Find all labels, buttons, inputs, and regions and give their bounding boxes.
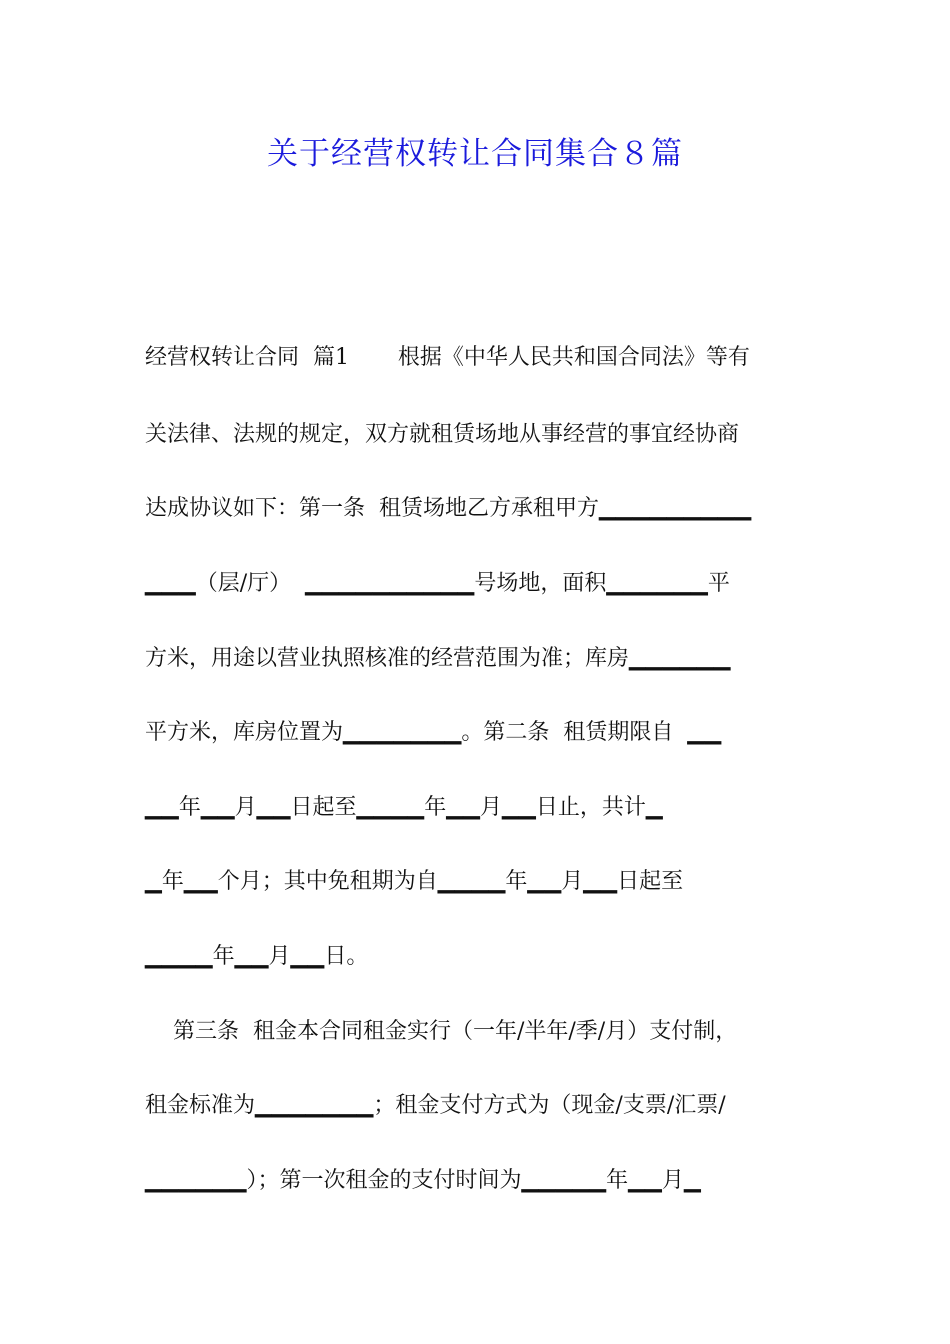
body-line-11: 租金标准为▁▁▁▁▁▁▁；租金支付方式为（现金/支票/汇票/ bbox=[145, 1093, 726, 1118]
body-line-10: 第三条 租金本合同租金实行（一年/半年/季/月）支付制， bbox=[145, 1019, 738, 1044]
body-line-6: 平方米，库房位置为▁▁▁▁▁▁▁。第二条 租赁期限自 ▁▁ bbox=[145, 720, 722, 745]
body-line-3: 达成协议如下：第一条 租赁场地乙方承租甲方▁▁▁▁▁▁▁▁▁ bbox=[145, 496, 752, 521]
body-line-9: ▁▁▁▁年▁▁月▁▁日。 bbox=[145, 944, 369, 969]
body-line-1: 经营权转让合同 篇1 根据《中华人民共和国合同法》等有 bbox=[145, 345, 750, 370]
body-line-5: 方米，用途以营业执照核准的经营范围为准；库房▁▁▁▁▁▁ bbox=[145, 646, 731, 671]
body-line-4: ▁▁▁（层/厅） ▁▁▁▁▁▁▁▁▁▁号场地，面积▁▁▁▁▁▁平 bbox=[145, 571, 730, 596]
document-title: 关于经营权转让合同集合８篇 bbox=[267, 136, 683, 172]
body-line-12: ▁▁▁▁▁▁）；第一次租金的支付时间为▁▁▁▁▁年▁▁月▁ bbox=[145, 1168, 701, 1193]
body-line-7: ▁▁年▁▁月▁▁日起至▁▁▁▁年▁▁月▁▁日止，共计▁ bbox=[145, 795, 663, 820]
body-line-8: ▁年▁▁个月；其中免租期为自▁▁▁▁年▁▁月▁▁日起至 bbox=[145, 869, 684, 894]
body-line-2: 关法律、法规的规定，双方就租赁场地从事经营的事宜经协商 bbox=[145, 422, 740, 447]
